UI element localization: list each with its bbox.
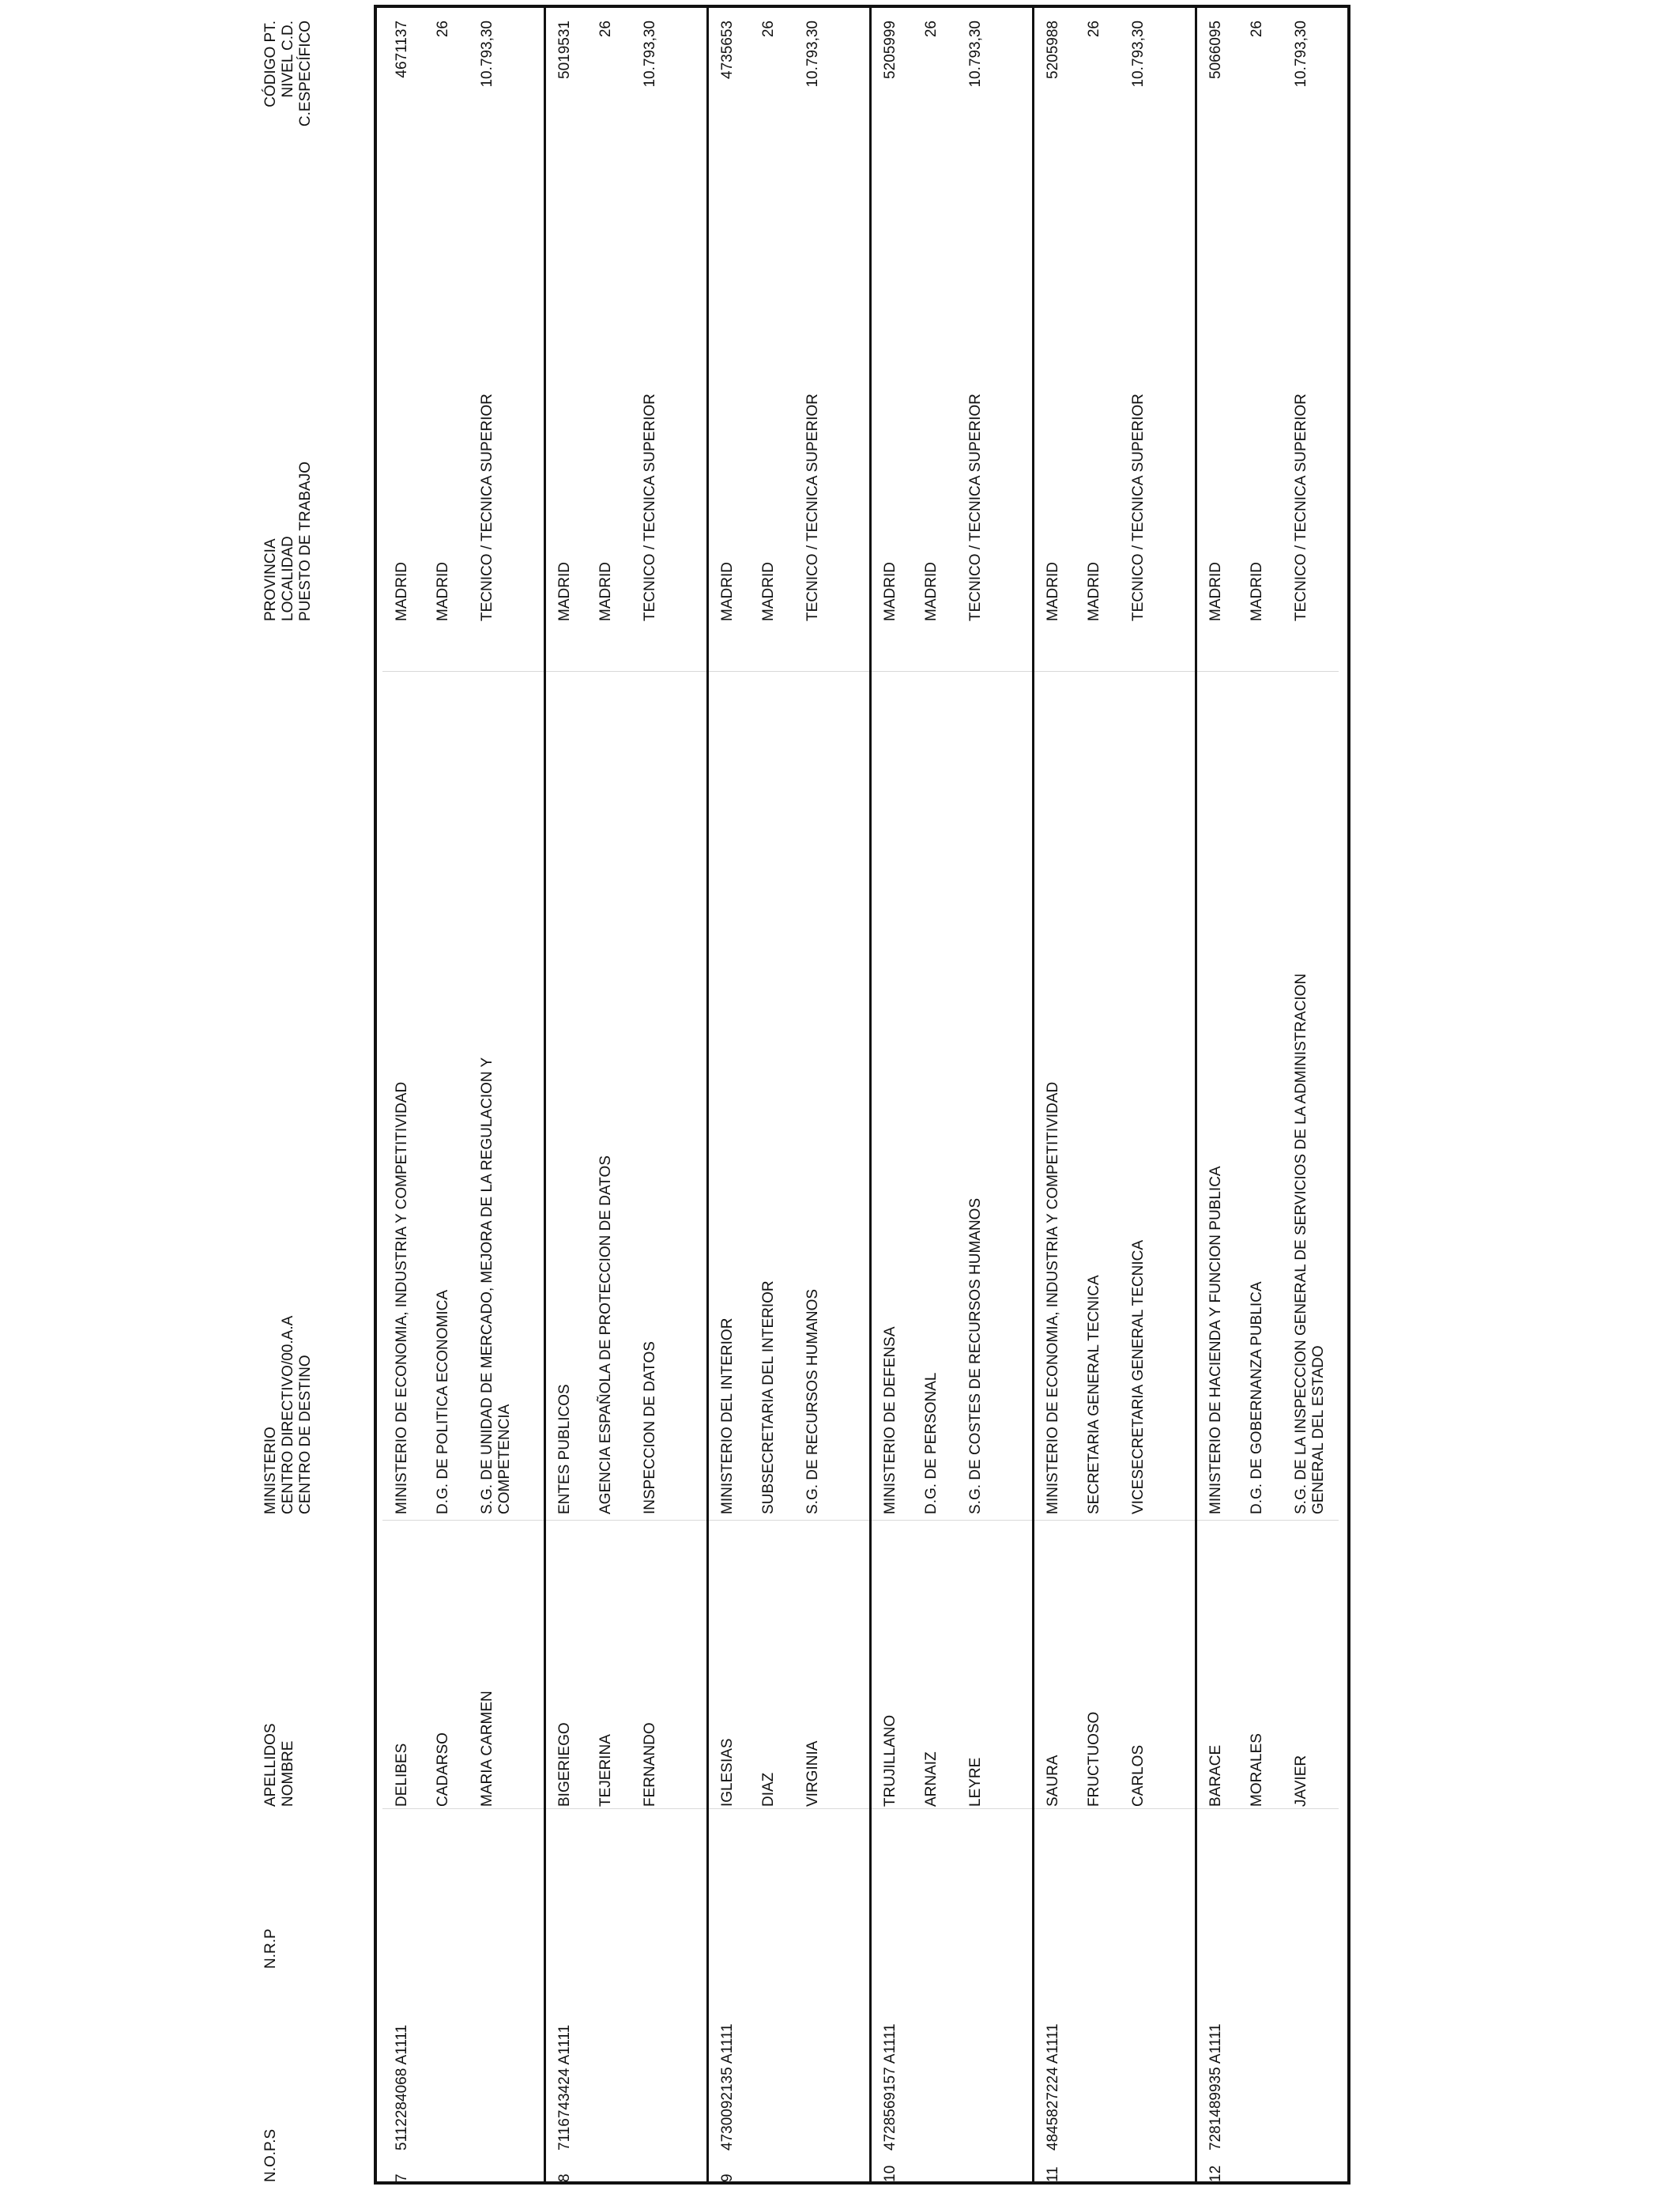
- row-divider: [544, 5, 546, 2185]
- row-codigo: 4735653: [719, 21, 736, 79]
- row-nivel: 26: [435, 21, 451, 38]
- row-ministerio: MINISTERIO DE ECONOMIA, INDUSTRIA Y COMPETITIVIDAD: [394, 1081, 410, 1514]
- row-apellido2: CADARSO: [435, 1732, 451, 1807]
- row-divider: [1032, 5, 1034, 2185]
- row-nivel: 26: [1249, 21, 1265, 38]
- row-centro-directivo: D.G. DE GOBERNANZA PUBLICA: [1249, 1281, 1265, 1514]
- row-codigo: 5205999: [882, 21, 898, 79]
- header-apellidos-label: APELLIDOS: [262, 1723, 279, 1807]
- header-nombre-label: NOMBRE: [280, 1740, 296, 1807]
- row-localidad: MADRID: [1086, 562, 1102, 621]
- row-codigo: 5019531: [556, 21, 573, 79]
- row-nrp: 7281489935 A1111: [1207, 2023, 1224, 2151]
- row-apellido1: IGLESIAS: [719, 1738, 736, 1807]
- row-apellido1: BIGERIEGO: [556, 1722, 573, 1807]
- row-puesto: TECNICO / TECNICA SUPERIOR: [1130, 394, 1147, 621]
- row-centro-destino: VICESECRETARIA GENERAL TECNICA: [1130, 1239, 1147, 1514]
- header-centro-directivo-label: CENTRO DIRECTIVO/00.A.A: [280, 1315, 296, 1514]
- row-nombre: FERNANDO: [642, 1722, 658, 1807]
- row-provincia: MADRID: [1045, 562, 1061, 621]
- row-centro-directivo: SECRETARIA GENERAL TECNICA: [1086, 1275, 1102, 1514]
- row-ministerio: ENTES PUBLICOS: [556, 1384, 573, 1514]
- row-ministerio: MINISTERIO DEL INTERIOR: [719, 1318, 736, 1514]
- header-codigo-label: CÓDIGO PT.: [262, 21, 279, 107]
- row-especifico: 10.793,30: [1130, 21, 1147, 88]
- row-nivel: 26: [923, 21, 940, 38]
- row-nrp: 4730092135 A1111: [719, 2023, 736, 2151]
- row-provincia: MADRID: [556, 562, 573, 621]
- row-nombre: MARIA CARMEN: [479, 1691, 495, 1807]
- row-centro-directivo: D.G. DE POLITICA ECONOMICA: [435, 1290, 451, 1514]
- row-puesto: TECNICO / TECNICA SUPERIOR: [804, 394, 821, 621]
- row-nops: 10: [882, 2165, 898, 2182]
- row-centro-destino: S.G. DE RECURSOS HUMANOS: [804, 1288, 821, 1514]
- row-nivel: 26: [760, 21, 777, 38]
- row-ministerio: MINISTERIO DE HACIENDA Y FUNCION PUBLICA: [1207, 1166, 1224, 1514]
- row-divider: [869, 5, 872, 2185]
- row-provincia: MADRID: [1207, 562, 1224, 621]
- row-especifico: 10.793,30: [479, 21, 495, 88]
- row-apellido1: BARACE: [1207, 1744, 1224, 1807]
- row-nops: 9: [719, 2173, 736, 2182]
- header-apellidos-nombre: [262, 1723, 297, 1807]
- row-puesto: TECNICO / TECNICA SUPERIOR: [967, 394, 984, 621]
- row-ministerio: MINISTERIO DE DEFENSA: [882, 1326, 898, 1514]
- results-table-frame: [374, 5, 1350, 2185]
- row-especifico: 10.793,30: [642, 21, 658, 88]
- row-nops: 8: [556, 2173, 573, 2182]
- row-puesto: TECNICO / TECNICA SUPERIOR: [642, 394, 658, 621]
- row-puesto: TECNICO / TECNICA SUPERIOR: [1293, 394, 1309, 621]
- row-localidad: MADRID: [1249, 562, 1265, 621]
- header-provincia-label: PROVINCIA: [262, 538, 279, 621]
- row-nrp: 4728569157 A1111: [882, 2023, 898, 2151]
- row-centro-directivo: AGENCIA ESPAÑOLA DE PROTECCION DE DATOS: [597, 1155, 614, 1514]
- row-centro-destino-cont: COMPETENCIA: [496, 1404, 513, 1514]
- header-codigo-nivel-especifico: [262, 21, 315, 171]
- row-nivel: 26: [1086, 21, 1102, 38]
- header-especifico-label: C.ESPECÍFICO: [297, 21, 314, 127]
- row-nops: 12: [1207, 2165, 1224, 2182]
- row-codigo: 4671137: [394, 21, 410, 78]
- row-codigo: 5066095: [1207, 21, 1224, 79]
- row-provincia: MADRID: [882, 562, 898, 621]
- row-apellido2: FRUCTUOSO: [1086, 1711, 1102, 1807]
- row-centro-destino-cont: GENERAL DEL ESTADO: [1310, 1345, 1327, 1514]
- header-nops-label: N.O.P.S: [262, 2128, 279, 2182]
- row-especifico: 10.793,30: [804, 21, 821, 88]
- header-nops: [262, 2129, 280, 2182]
- row-centro-destino: S.G. DE COSTES DE RECURSOS HUMANOS: [967, 1197, 984, 1514]
- row-apellido2: MORALES: [1249, 1733, 1265, 1807]
- row-divider: [706, 5, 709, 2185]
- header-ministerio-centros: [262, 1316, 315, 1514]
- row-nops: 11: [1045, 2166, 1061, 2182]
- row-localidad: MADRID: [597, 562, 614, 621]
- row-ministerio: MINISTERIO DE ECONOMIA, INDUSTRIA Y COMPETITIVIDAD: [1045, 1081, 1061, 1514]
- row-provincia: MADRID: [719, 562, 736, 621]
- header-centro-destino-label: CENTRO DE DESTINO: [297, 1355, 314, 1514]
- row-nombre: LEYRE: [967, 1757, 984, 1807]
- header-nrp-label: N.R.P: [262, 1928, 279, 1969]
- row-codigo: 5205988: [1045, 21, 1061, 79]
- row-centro-destino: S.G. DE LA INSPECCION GENERAL DE SERVICIOS DE LA ADMINISTRACION: [1293, 973, 1309, 1514]
- row-nrp: 4845827224 A1111: [1045, 2023, 1061, 2151]
- row-nrp: 5112284068 A1111: [394, 2024, 410, 2151]
- row-centro-directivo: D.G. DE PERSONAL: [923, 1372, 940, 1514]
- header-nrp: [262, 1928, 280, 1969]
- row-nombre: JAVIER: [1293, 1755, 1309, 1807]
- row-apellido1: TRUJILLANO: [882, 1714, 898, 1807]
- row-nombre: CARLOS: [1130, 1744, 1147, 1807]
- row-especifico: 10.793,30: [967, 21, 984, 88]
- row-nombre: VIRGINIA: [804, 1740, 821, 1807]
- row-centro-destino: S.G. DE UNIDAD DE MERCADO, MEJORA DE LA REGULACION Y: [479, 1057, 495, 1514]
- row-apellido1: DELIBES: [394, 1743, 410, 1807]
- header-ministerio-label: MINISTERIO: [262, 1427, 279, 1514]
- row-nops: 7: [394, 2173, 410, 2182]
- header-localidad-label: LOCALIDAD: [280, 536, 296, 621]
- row-provincia: MADRID: [394, 562, 410, 621]
- row-centro-destino: INSPECCION DE DATOS: [642, 1341, 658, 1514]
- row-localidad: MADRID: [923, 562, 940, 621]
- row-divider: [1195, 5, 1197, 2185]
- row-apellido2: ARNAIZ: [923, 1751, 940, 1807]
- row-apellido2: TEJERINA: [597, 1734, 614, 1807]
- row-especifico: 10.793,30: [1293, 21, 1309, 88]
- row-nrp: 7116743424 A1111: [556, 2024, 573, 2151]
- row-apellido2: DIAZ: [760, 1772, 777, 1807]
- row-nivel: 26: [597, 21, 614, 38]
- header-puesto-label: PUESTO DE TRABAJO: [297, 461, 314, 621]
- header-nivel-label: NIVEL C.D.: [280, 21, 296, 98]
- row-puesto: TECNICO / TECNICA SUPERIOR: [479, 394, 495, 621]
- row-localidad: MADRID: [760, 562, 777, 621]
- row-apellido1: SAURA: [1045, 1755, 1061, 1807]
- row-localidad: MADRID: [435, 562, 451, 621]
- row-centro-directivo: SUBSECRETARIA DEL INTERIOR: [760, 1280, 777, 1514]
- header-provincia-localidad-puesto: [262, 462, 315, 621]
